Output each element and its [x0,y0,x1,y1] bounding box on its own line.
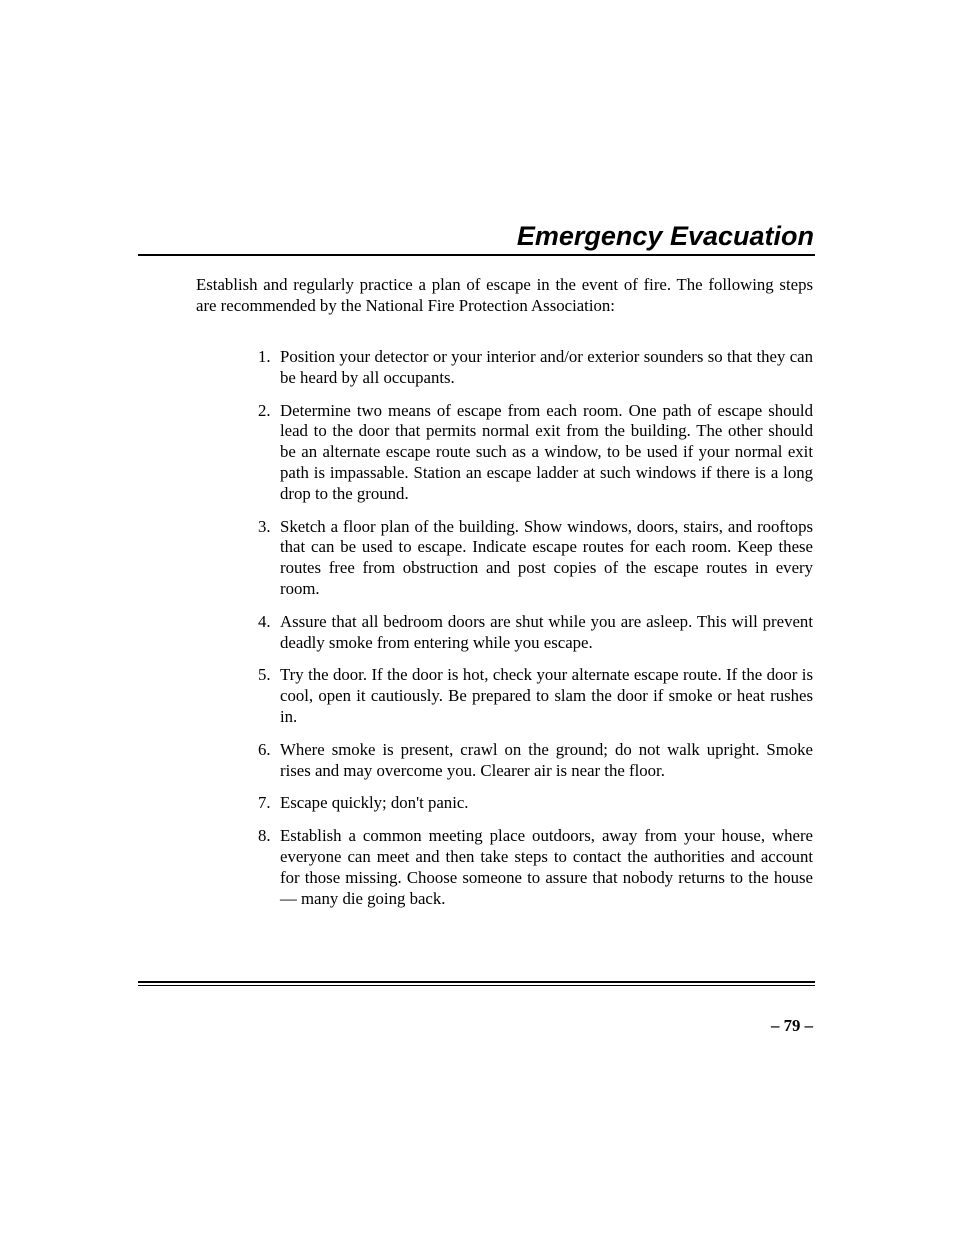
list-item [246,740,813,782]
step-number: 7. [258,793,271,813]
list-item [246,826,813,909]
evacuation-steps-list [246,347,813,921]
step-text: Establish a common meeting place outdoors, away from your house, where everyone can meet and then take steps to contact the authorities and account for those missing. Choose someone to assure that nobody returns to the house — many die going back. [280,826,813,908]
list-item [246,401,813,505]
footer-divider [138,981,815,983]
step-text: Escape quickly; don't panic. [280,793,469,813]
step-number: 6. [258,739,271,759]
page-number: – 79 – [771,1016,813,1035]
step-number: 3. [258,516,271,536]
list-item [246,612,813,654]
step-number: 2. [258,400,271,420]
list-item [246,347,813,389]
step-number: 1. [258,347,271,366]
step-text: Where smoke is present, crawl on the ground; do not walk upright. Smoke rises and may overcome you. Clearer air is near the floor. [280,739,813,780]
step-text: Try the door. If the door is hot, check your alternate escape route. If the door is cool, open it cautiously. Be prepared to slam the door if smoke or heat rushes in. [280,665,813,726]
step-text: Position your detector or your interior and/or exterior sounders so that they can be heard by all occupants. [280,347,813,387]
intro-paragraph: Establish and regularly practice a plan of escape in the event of fire. The following steps are recommended by the National Fire Protection Association: [196,275,813,315]
list-item [246,665,813,727]
step-number: 5. [258,665,271,685]
list-item [246,793,813,814]
step-text: Assure that all bedroom doors are shut while you are asleep. This will prevent deadly smoke from entering while you escape. [280,611,813,652]
footer-divider-thin [138,985,815,986]
step-number: 4. [258,611,271,631]
step-text: Sketch a floor plan of the building. Show windows, doors, stairs, and rooftops that can be used to escape. Indicate escape routes for each room. Keep these routes free from obstruction and post copies of the escape routes in every room. [280,516,813,598]
title-divider [138,254,815,256]
step-text: Determine two means of escape from each room. One path of escape should lead to the door that permits normal exit from the building. The other should be an alternate escape route such as a window, to be used if your normal exit path is impassable. Station an escape ladder at such windows if there is a long drop to the ground. [280,400,813,503]
page-title: Emergency Evacuation [516,221,814,251]
list-item [246,517,813,600]
step-number: 8. [258,826,271,846]
